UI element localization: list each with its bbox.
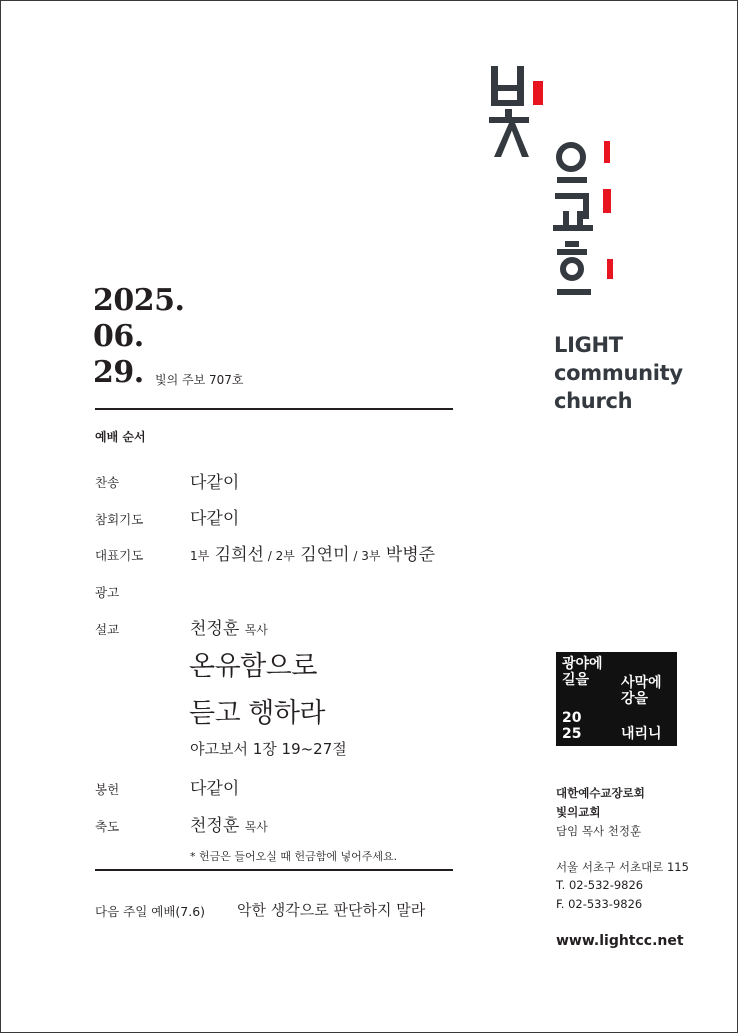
- offering-note: * 헌금은 들어오실 때 헌금함에 넣어주세요.: [190, 850, 398, 863]
- date-day: 29.: [93, 355, 144, 390]
- theme-line-b2: 강을: [621, 691, 649, 707]
- prayer-value: [190, 540, 435, 565]
- prayer-label: 대표기도: [95, 548, 144, 563]
- fax: F. 02-533-9826: [556, 897, 643, 911]
- sermon-preacher-title: 목사: [244, 623, 268, 637]
- church-name: 빛의교회: [556, 805, 601, 819]
- theme-line-c: 내리니: [621, 726, 662, 742]
- sermon-label: 설교: [95, 622, 120, 637]
- church-logo: [479, 59, 639, 309]
- benediction-name: 천정훈: [190, 816, 240, 836]
- prayer-p1-prefix: 1부: [190, 549, 210, 563]
- hymn-label: 찬송: [95, 475, 120, 490]
- sermon-preacher-name: 천정훈: [190, 619, 240, 639]
- top-divider: [95, 408, 453, 410]
- order-title: 예배 순서: [95, 430, 146, 444]
- next-week-title: 악한 생각으로 판단하지 말라: [237, 901, 426, 919]
- theme-line-a1: 광야에: [562, 656, 603, 672]
- prayer-sep-1: /: [263, 549, 276, 563]
- benediction-label: 축도: [95, 819, 120, 834]
- sermon-title-line-2: 듣고 행하라: [189, 698, 325, 729]
- confession-label: 참회기도: [95, 512, 144, 527]
- brand-wordmark: [554, 331, 683, 415]
- prayer-p2-prefix: 2부: [275, 549, 295, 563]
- offering-label: 봉헌: [95, 782, 120, 797]
- brand-line-3: church: [554, 389, 633, 413]
- prayer-p3-name: 박병준: [385, 545, 436, 565]
- next-week-label: 다음 주일 예배(7.6): [95, 904, 206, 919]
- denomination: 대한예수교장로회: [556, 786, 645, 800]
- bottom-divider: [95, 869, 453, 871]
- prayer-p2-name: 김연미: [300, 545, 350, 565]
- offering-value: 다같이: [190, 779, 240, 799]
- benediction-value: [190, 811, 268, 836]
- pastor: 담임 목사 천정훈: [556, 824, 642, 838]
- hymn-value: 다같이: [190, 473, 240, 493]
- theme-year-2: 25: [562, 726, 582, 742]
- telephone: T. 02-532-9826: [556, 878, 644, 892]
- prayer-p3-prefix: 3부: [361, 549, 381, 563]
- theme-line-b1: 사막에: [621, 675, 662, 691]
- brand-line-2: community: [554, 361, 683, 385]
- theme-box: [556, 652, 677, 746]
- sermon-preacher: [190, 614, 268, 639]
- issue-number: 빛의 주보 707호: [155, 373, 244, 387]
- brand-line-1: LIGHT: [554, 333, 623, 357]
- announcement-label: 광고: [95, 585, 120, 600]
- sermon-scripture: 야고보서 1장 19~27절: [190, 740, 347, 758]
- address: 서울 서초구 서초대로 115: [556, 860, 689, 874]
- date-month: 06.: [93, 319, 144, 354]
- date-year: 2025.: [93, 283, 185, 318]
- theme-year-1: 20: [562, 710, 582, 726]
- theme-line-a2: 길을: [562, 672, 590, 688]
- sermon-title-line-1: 온유함으로: [189, 651, 317, 682]
- benediction-title: 목사: [244, 820, 268, 834]
- website-link[interactable]: www.lightcc.net: [556, 933, 684, 949]
- prayer-sep-2: /: [349, 549, 362, 563]
- confession-value: 다같이: [190, 509, 240, 529]
- prayer-p1-name: 김희선: [214, 545, 264, 565]
